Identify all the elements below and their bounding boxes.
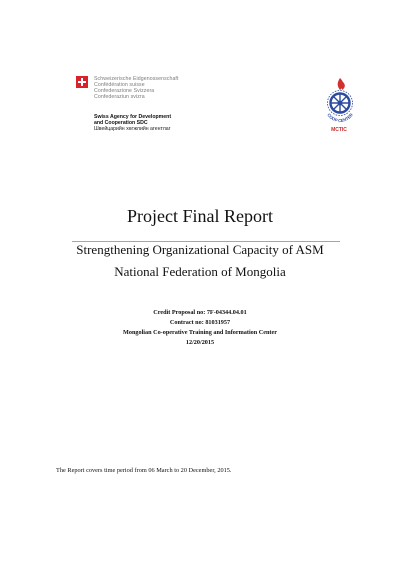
contract-number: Contract no: 81031957 [169,319,231,326]
svg-text:COOP CENTER [326,112,353,123]
report-title: Project Final Report [127,206,273,226]
sdc-line: Confederaziun svizra [94,94,145,100]
sdc-line: Confédération suisse [94,82,145,88]
organization-name: Mongolian Co-operative Training and Information Center [123,329,277,336]
coop-caption: MCTIC [331,127,347,133]
sdc-agency-line1: Swiss Agency for Development [94,114,172,120]
project-name-line1: Strengthening Organizational Capacity of ASM [76,242,324,257]
report-date: 12/20/2015 [185,339,215,346]
coop-ring-text: COOP CENTER [326,112,354,124]
report-details [0,308,400,348]
report-period-note: The Report covers time period from 06 March to 20 December, 2015. [56,467,232,474]
sdc-line: Schweizerische Eidgenossenschaft [94,76,179,82]
swiss-flag-icon [76,76,88,88]
sdc-mongolian-name: Швейцарийн хөгжлийн агентлаг [94,126,171,132]
project-name-line2: National Federation of Mongolia [114,264,286,279]
credit-proposal: Credit Proposal no: 7F-04344.04.01 [153,309,247,316]
sdc-agency-name [94,114,171,126]
sdc-agency-line2: and Cooperation SDC [94,120,148,126]
sdc-language-lines [94,76,179,100]
coop-wheel-icon [316,76,364,128]
sdc-line: Confederazione Svizzera [94,88,155,94]
